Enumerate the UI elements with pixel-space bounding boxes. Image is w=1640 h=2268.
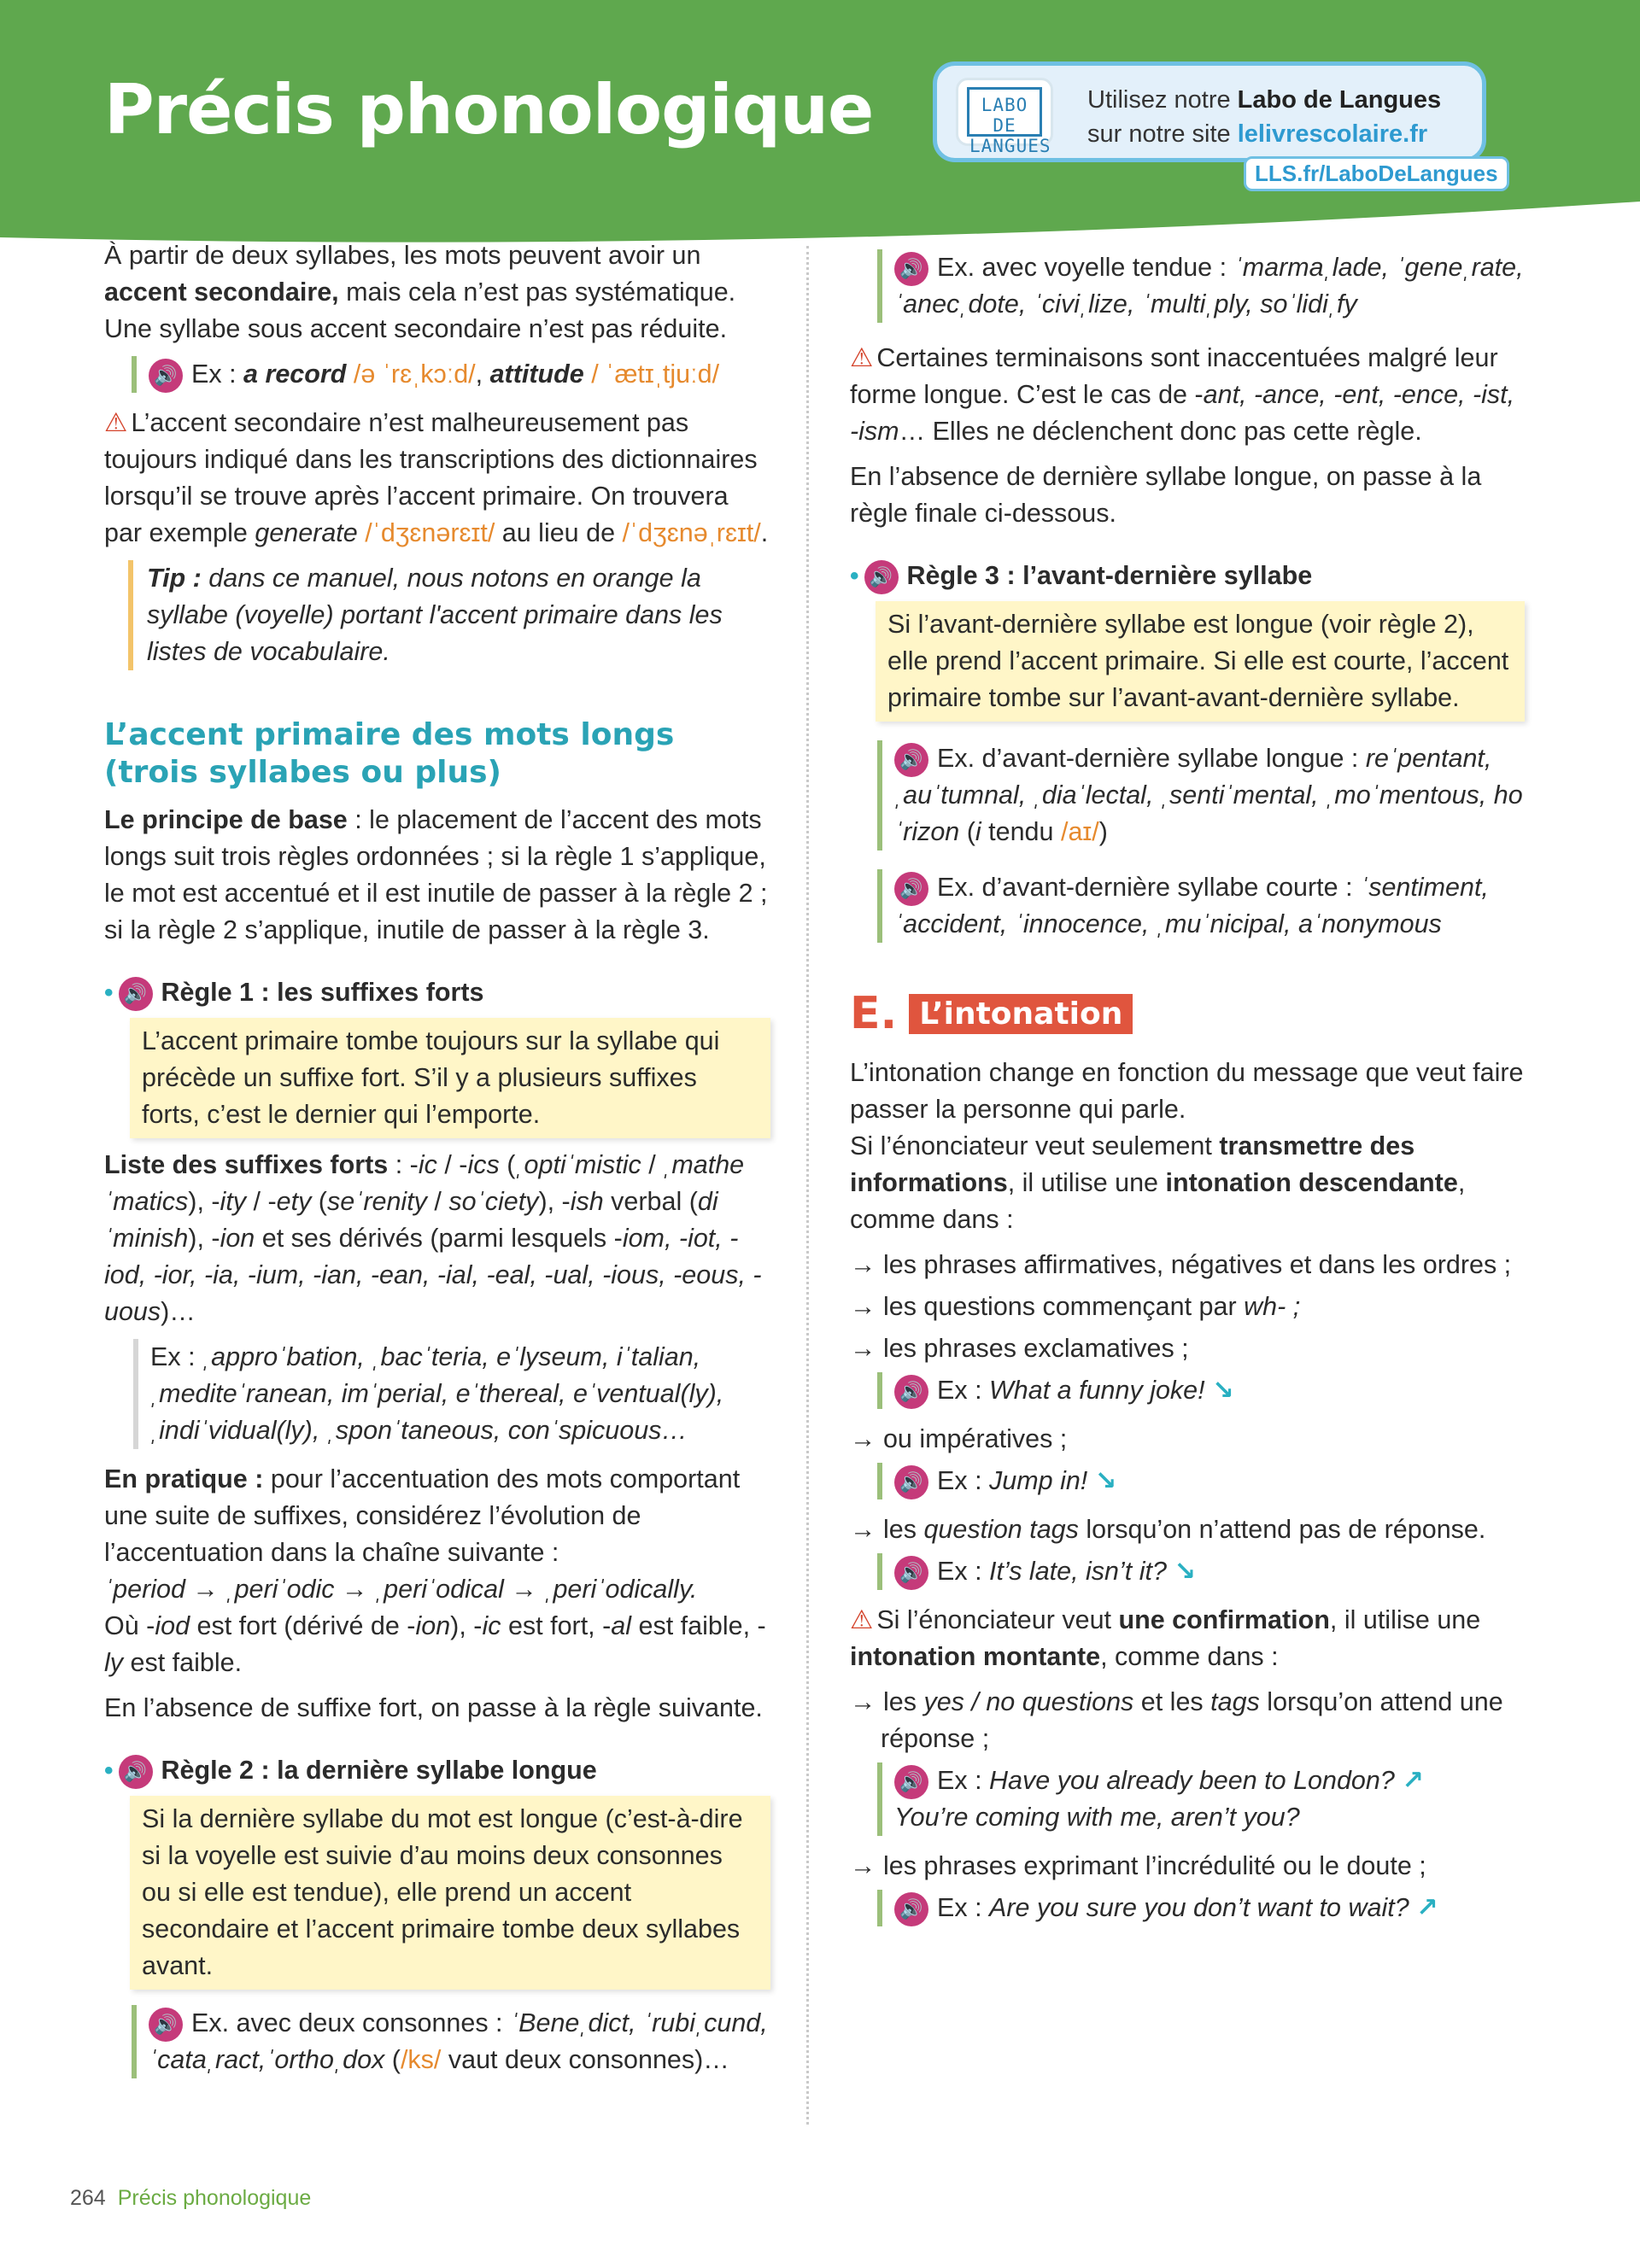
arrow-up-icon: ↗ (1416, 1893, 1438, 1922)
list-item: → les phrases affirmatives, négatives et dans les ordres ; (850, 1250, 1512, 1279)
example-block: 🔊 Ex : Are you sure you don’t want to wait? ↗ (877, 1890, 1525, 1926)
right-column (850, 237, 1525, 1938)
warning-paragraph: ⚠ Certaines terminaisons sont inaccentuées malgré leur forme longue. C’est le cas de -ant, -ance, -ent, -ence, -ist, -ism… Elles ne déclenchent donc pas cette règle. (850, 343, 1515, 446)
pratique-paragraph: En pratique : pour l’accentuation des mots comportant une suite de suffixes, considérez l’évolution de l’accentuation dans la chaîne suivante : ˈperiod → ˌperiˈodic → ˌperiˈodical → ˌperiˈodically. Où -iod est fort (dérivé de -ion), -ic est fort, -al est faible, -ly est faible. (104, 1464, 766, 1677)
example-block: 🔊 Ex. avec deux consonnes : ˈBeneˌdict, ˈrubiˌcund, ˈcataˌract,ˈorthoˌdox (/ks/ vaut deux consonnes)… (132, 2005, 770, 2078)
arrow-up-icon: ↗ (1402, 1766, 1424, 1795)
absence-paragraph: En l’absence de dernière syllabe longue, on passe à la règle finale ci-dessous. (850, 462, 1482, 528)
warning-paragraph: ⚠ Si l’énonciateur veut une confirmation, il utilise une intonation montante, comme dans : (850, 1605, 1481, 1671)
example-block: 🔊 Ex : a record /ə ˈrɛˌkɔːd/, attitude / ˈætɪˌtjuːd/ (132, 356, 770, 393)
labo-langues-box[interactable] (933, 61, 1486, 162)
labo-langues-text: Utilisez notre Labo de Langues sur notre site lelivrescolaire.fr (1087, 86, 1442, 148)
column-divider (806, 246, 809, 2125)
section-e-heading: E. L’intonation (850, 994, 1525, 1034)
rule-3-heading: • 🔊 Règle 3 : l’avant-dernière syllabe (850, 558, 1525, 594)
warning-paragraph: ⚠ L’accent secondaire n’est malheureusement pas toujours indiqué dans les transcriptions des dictionnaires lorsqu’il se trouve après l’accent primaire. On trouvera par exemple generate /ˈdʒɛnərɛɪt/ au lieu de /ˈdʒɛnəˌrɛɪt/. (104, 408, 769, 547)
example-block: 🔊 Ex : Have you already been to London? ↗ You’re coming with me, aren’t you? (877, 1762, 1525, 1836)
list-item: → les questions commençant par wh- ; (850, 1292, 1301, 1321)
left-column (104, 237, 770, 2090)
speaker-icon[interactable]: 🔊 (119, 977, 153, 1011)
header-banner (0, 0, 1640, 248)
footer-title: Précis phonologique (117, 2186, 312, 2210)
section-subtitle: L’accent primaire des mots longs (trois syllabes ou plus) (104, 717, 675, 790)
speaker-icon[interactable]: 🔊 (149, 2008, 183, 2042)
logo-line-1: LABO DE (981, 95, 1028, 136)
warning-icon: ⚠ (850, 343, 874, 372)
rule-2-box: Si la dernière syllabe du mot est longue (c’est-à-dire si la voyelle est suivie d’au moins deux consonnes ou si elle est tendue), elle prend un accent secondaire et l’accent primaire tombe deux syllabes avant. (130, 1796, 770, 1990)
tip-block: Tip : dans ce manuel, nous notons en orange la syllabe (voyelle) portant l'accent primaire dans les listes de vocabulaire. (128, 560, 770, 670)
example-block: 🔊 Ex. d’avant-dernière syllabe courte : ˈsentiment, ˈaccident, ˈinnocence, ˌmuˈnicipal, aˈnonymous (877, 869, 1525, 943)
site-link[interactable]: lelivrescolaire.fr (1237, 120, 1428, 148)
speaker-icon[interactable]: 🔊 (894, 1556, 928, 1590)
example-block: 🔊 Ex : It’s late, isn’t it? ↘ (877, 1553, 1525, 1590)
speaker-icon[interactable]: 🔊 (894, 252, 928, 286)
speaker-icon[interactable]: 🔊 (894, 1892, 928, 1926)
example-block: Ex : ˌapproˈbation, ˌbacˈteria, eˈlyseum, iˈtalian, ˌmediteˈranean, imˈperial, eˈthereal, eˈventual(ly), ˌindiˈvidual(ly), ˌsponˈtaneous, conˈspicuous… (133, 1339, 770, 1449)
logo-line-2: LANGUES (969, 136, 1051, 156)
page-footer (70, 2186, 311, 2211)
example-block: 🔊 Ex : Jump in! ↘ (877, 1463, 1525, 1499)
list-item: → les phrases exprimant l’incrédulité ou le doute ; (850, 1851, 1426, 1880)
warning-icon: ⚠ (104, 408, 128, 437)
principe-paragraph: Le principe de base : le placement de l’accent des mots longs suit trois règles ordonnées ; si la règle 1 s’applique, le mot est accentué et il est inutile de passer à la règle 2 ; si la règle 2 s’applique, inutile de passer à la règle 3. (104, 805, 768, 944)
rule-1-heading: • 🔊 Règle 1 : les suffixes forts (104, 974, 770, 1011)
example-block: 🔊 Ex. d’avant-dernière syllabe longue : reˈpentant, ˌauˈtumnal, ˌdiaˈlectal, ˌsentiˈmental, ˌmoˈmentous, hoˈrizon (i tendu /aɪ/) (877, 740, 1525, 850)
list-item: → les question tags lorsqu’on n’attend pas de réponse. (850, 1515, 1486, 1544)
speaker-icon[interactable]: 🔊 (894, 1765, 928, 1799)
page-number: 264 (70, 2186, 106, 2210)
speaker-icon[interactable]: 🔊 (864, 560, 899, 594)
labo-url-tag[interactable]: LLS.fr/LaboDeLangues (1244, 156, 1509, 191)
speaker-icon[interactable]: 🔊 (894, 743, 928, 777)
intro-paragraph: À partir de deux syllabes, les mots peuvent avoir un accent secondaire, mais cela n’est pas systématique. Une syllabe sous accent secondaire n’est pas réduite. (104, 241, 736, 343)
speaker-icon[interactable]: 🔊 (894, 872, 928, 906)
list-item: → ou impératives ; (850, 1424, 1068, 1453)
arrow-down-icon: ↘ (1212, 1376, 1234, 1405)
example-block: 🔊 Ex : What a funny joke! ↘ (877, 1372, 1525, 1409)
suffix-list: Liste des suffixes forts : -ic / -ics (ˌoptiˈmistic / ˌmatheˈmatics), -ity / -ety (seˈrenity / soˈciety), -ish verbal (diˈminish), -ion et ses dérivés (parmi lesquels -iom, -iot, -iod, -ior, -ia, -ium, -ian, -ean, -ial, -eal, -ual, -ious, -eous, -uous)… (104, 1150, 762, 1326)
absence-paragraph: En l’absence de suffixe fort, on passe à la règle suivante. (104, 1693, 763, 1722)
arrow-down-icon: ↘ (1094, 1466, 1117, 1495)
rule-1-box: L’accent primaire tombe toujours sur la syllabe qui précède un suffixe fort. S’il y a plusieurs suffixes forts, c’est le dernier qui l’emporte. (130, 1018, 770, 1138)
rule-3-box: Si l’avant-dernière syllabe est longue (voir règle 2), elle prend l’accent primaire. Si elle est courte, l’accent primaire tombe sur l’avant-avant-dernière syllabe. (876, 601, 1525, 722)
intonation-paragraph: L’intonation change en fonction du message que veut faire passer la personne qui parle. Si l’énonciateur veut seulement transmettre des informations, il utilise une intonation descendante, comme dans : (850, 1058, 1524, 1234)
list-item: → les yes / no questions et les tags lorsqu’on attend une réponse ; (850, 1687, 1503, 1753)
labo-langues-logo (956, 78, 1053, 156)
rule-2-heading: • 🔊 Règle 2 : la dernière syllabe longue (104, 1752, 770, 1789)
arrow-down-icon: ↘ (1174, 1557, 1197, 1586)
example-block: 🔊 Ex. avec voyelle tendue : ˈmarmaˌlade, ˈgeneˌrate, ˈanecˌdote, ˈciviˌlize, ˈmultiˌply, soˈlidiˌfy (877, 249, 1525, 323)
warning-icon: ⚠ (850, 1605, 874, 1634)
page-title: Précis phonologique (104, 70, 874, 149)
list-item: → les phrases exclamatives ; (850, 1334, 1189, 1363)
speaker-icon[interactable]: 🔊 (119, 1755, 153, 1789)
speaker-icon[interactable]: 🔊 (894, 1375, 928, 1409)
speaker-icon[interactable]: 🔊 (894, 1465, 928, 1499)
speaker-icon[interactable]: 🔊 (149, 359, 183, 393)
